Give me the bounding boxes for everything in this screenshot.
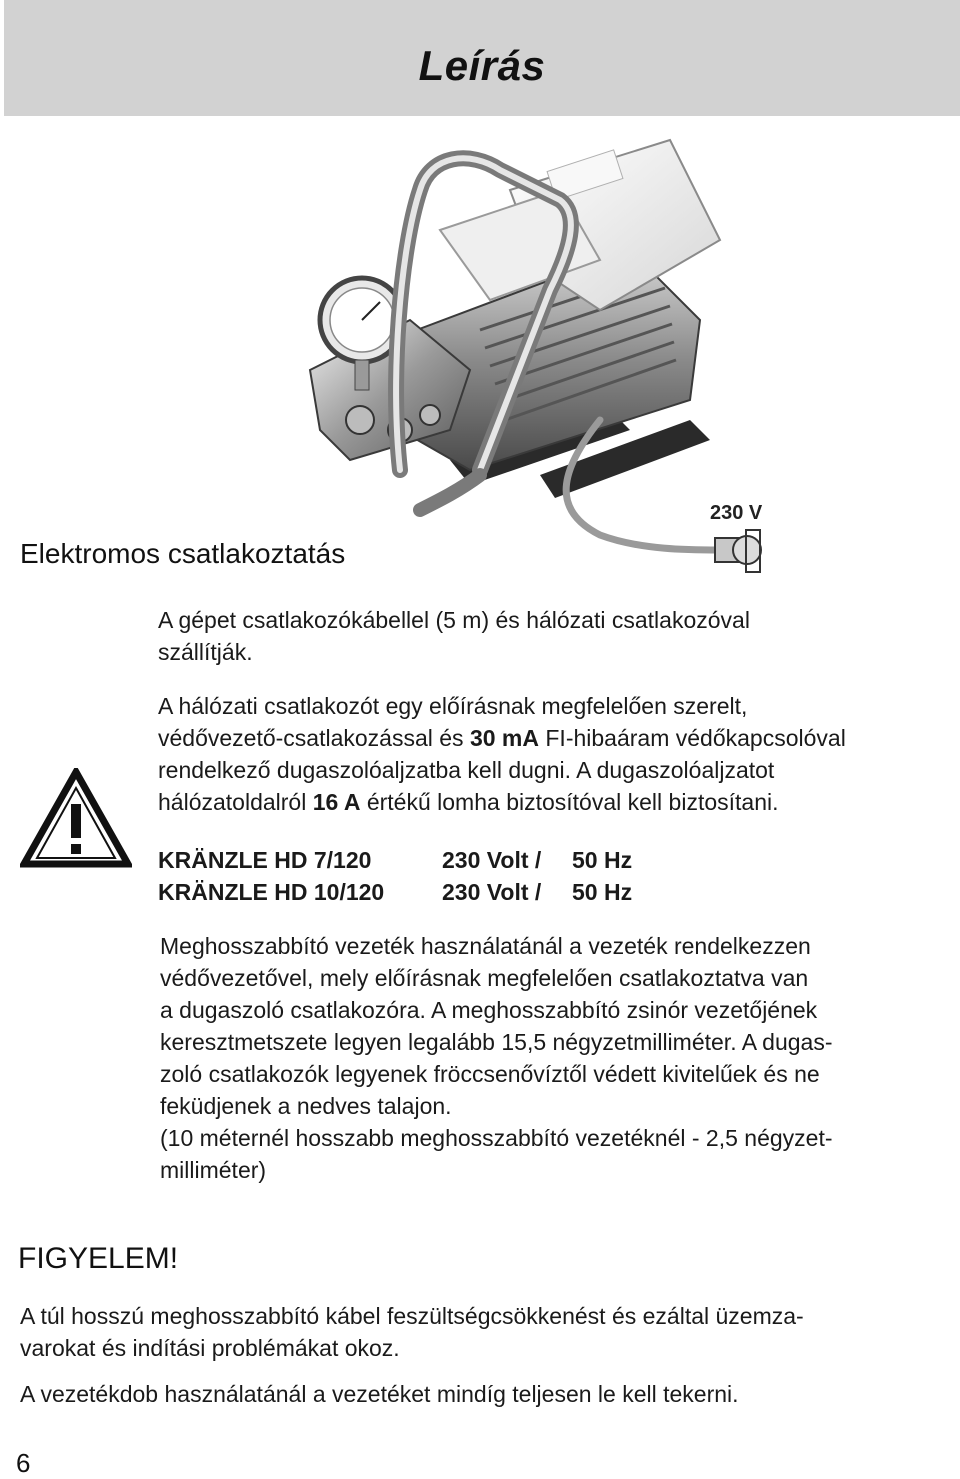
cable-reel-line: A vezetékdob használatánál a vezetéket mindíg teljesen le kell tekerni. — [20, 1381, 739, 1407]
socket-text: hálózatoldalról — [158, 789, 313, 815]
section-title: Elektromos csatlakoztatás — [20, 538, 346, 569]
cable-reel-note — [20, 1378, 940, 1410]
extension-paragraph — [160, 930, 950, 1186]
warning-paragraph — [20, 1300, 940, 1364]
model-row — [158, 876, 632, 908]
warning-heading: FIGYELEM! — [18, 1242, 179, 1275]
socket-line: rendelkező dugaszolóaljzatba kell dugni. A dugaszolóaljzatot — [158, 757, 775, 783]
fuse-rating: 16 A — [312, 789, 361, 815]
model-specs — [158, 844, 632, 908]
extension-line: védővezetővel, mely előírásnak megfelelően csatlakoztatva van — [160, 965, 809, 991]
extension-line: milliméter) — [160, 1157, 267, 1183]
pressure-washer-image — [300, 130, 780, 580]
intro-line: szállítják. — [158, 639, 253, 665]
page-header — [4, 0, 960, 116]
intro-line: A gépet csatlakozókábellel (5 m) és hálózati csatlakozóval — [158, 607, 750, 633]
model-frequency: 50 Hz — [572, 879, 633, 905]
extension-line: zoló csatlakozók legyenek fröccsenővíztől védett kivitelűek és ne — [160, 1061, 820, 1087]
warning-triangle-icon — [20, 768, 132, 868]
extension-line: (10 méternél hosszabb meghosszabbító vezetéknél - 2,5 négyzet- — [160, 1125, 833, 1151]
socket-paragraph — [158, 690, 958, 818]
current-rating: 30 mA — [469, 725, 539, 751]
page-number: 6 — [16, 1448, 31, 1478]
model-voltage: 230 Volt / — [442, 847, 542, 873]
model-voltage: 230 Volt / — [442, 879, 542, 905]
warning-line: varokat és indítási problémákat okoz. — [20, 1335, 400, 1361]
extension-line: a dugaszoló csatlakozóra. A meghosszabbító zsinór vezetőjének — [160, 997, 818, 1023]
model-name: KRÄNZLE HD 10/120 — [158, 879, 385, 905]
model-name: KRÄNZLE HD 7/120 — [158, 847, 372, 873]
socket-line — [158, 786, 958, 818]
model-frequency: 50 Hz — [572, 847, 633, 873]
socket-text: FI-hibaáram védőkapcsolóval — [538, 725, 846, 751]
voltage-label: 230 V — [710, 502, 763, 524]
socket-line — [158, 722, 958, 754]
extension-line: feküdjenek a nedves talajon. — [160, 1093, 452, 1119]
socket-text: értékű lomha biztosítóval kell biztosítani. — [360, 789, 779, 815]
page-title: Leírás — [418, 42, 546, 89]
warning-line: A túl hosszú meghosszabbító kábel feszültségcsökkenést és ezáltal üzemza- — [20, 1303, 804, 1329]
intro-paragraph — [158, 604, 918, 668]
socket-text: védővezető-csatlakozással és — [158, 725, 470, 751]
extension-line: Meghosszabbító vezeték használatánál a vezeték rendelkezzen — [160, 933, 811, 959]
socket-line: A hálózati csatlakozót egy előírásnak megfelelően szerelt, — [158, 693, 748, 719]
extension-line: keresztmetszete legyen legalább 15,5 négyzetmilliméter. A dugas- — [160, 1029, 833, 1055]
model-row — [158, 844, 632, 876]
